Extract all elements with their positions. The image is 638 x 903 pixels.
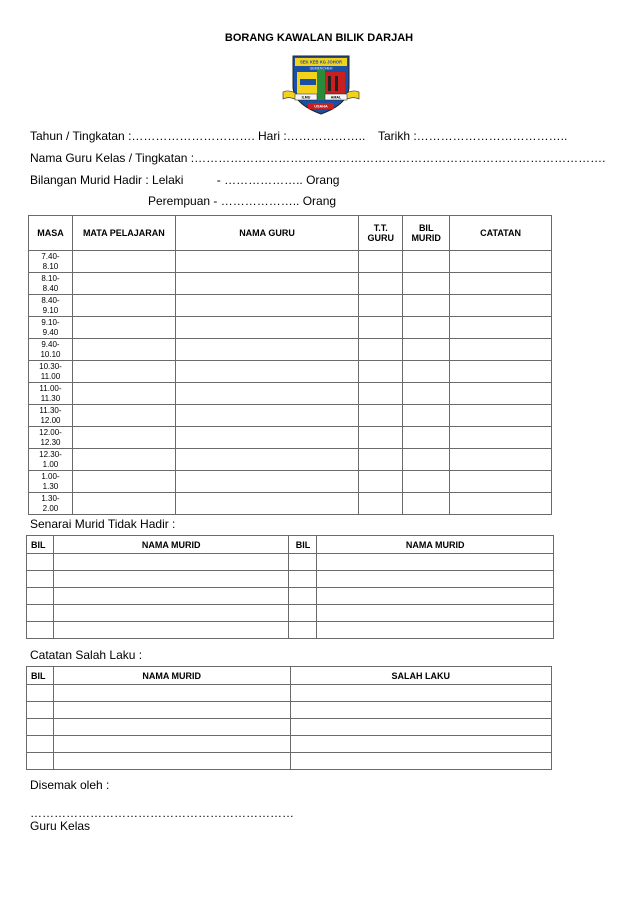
schedule-empty-cell[interactable] — [359, 317, 403, 339]
absent-label: Senarai Murid Tidak Hadir : — [30, 517, 176, 531]
header-masa: MASA — [29, 216, 73, 251]
schedule-empty-cell[interactable] — [359, 251, 403, 273]
schedule-empty-cell[interactable] — [359, 493, 403, 515]
field-hari: Hari :……………….. — [258, 129, 366, 143]
absent-cell[interactable] — [317, 554, 554, 571]
schedule-empty-cell[interactable] — [72, 273, 175, 295]
schedule-time-text: 11.30- — [39, 405, 62, 415]
misconduct-cell[interactable] — [53, 753, 290, 770]
field-murid-lelaki: Bilangan Murid Hadir : Lelaki - ……………….. Orang — [30, 173, 340, 187]
schedule-row — [29, 405, 552, 427]
header-bil-murid: BIL MURID — [403, 216, 450, 251]
schedule-time-text: 2.00 — [42, 503, 59, 513]
absent-cell[interactable] — [27, 605, 54, 622]
schedule-time-cell — [29, 317, 73, 339]
absent-row — [27, 588, 554, 605]
absent-cell[interactable] — [53, 554, 289, 571]
absent-cell[interactable] — [289, 622, 317, 639]
misconduct-cell[interactable] — [53, 702, 290, 719]
schedule-empty-cell[interactable] — [72, 295, 175, 317]
schedule-row — [29, 273, 552, 295]
schedule-empty-cell[interactable] — [72, 405, 175, 427]
field-tahun-tingkatan: Tahun / Tingkatan :…………………………. — [30, 129, 255, 143]
schedule-empty-cell[interactable] — [359, 405, 403, 427]
schedule-empty-cell[interactable] — [359, 273, 403, 295]
misconduct-row — [27, 719, 552, 736]
misconduct-cell[interactable] — [290, 719, 552, 736]
schedule-empty-cell[interactable] — [175, 361, 359, 383]
misconduct-row — [27, 736, 552, 753]
header-tt-guru: T.T. GURU — [359, 216, 403, 251]
schedule-time-text: 12.00- — [39, 427, 62, 437]
misconduct-cell[interactable] — [27, 702, 54, 719]
schedule-time-text: 12.00 — [40, 415, 61, 425]
absent-cell[interactable] — [317, 605, 554, 622]
schedule-empty-cell[interactable] — [72, 471, 175, 493]
header-misconduct-bil: BIL — [27, 667, 54, 685]
absent-row — [27, 571, 554, 588]
absent-cell[interactable] — [27, 622, 54, 639]
absent-cell[interactable] — [289, 588, 317, 605]
misconduct-cell[interactable] — [290, 736, 552, 753]
schedule-time-cell — [29, 295, 73, 317]
schedule-row — [29, 361, 552, 383]
schedule-empty-cell[interactable] — [175, 317, 359, 339]
schedule-row — [29, 471, 552, 493]
schedule-empty-cell[interactable] — [403, 361, 450, 383]
schedule-time-text: 12.30- — [39, 449, 62, 459]
misconduct-label: Catatan Salah Laku : — [30, 648, 143, 662]
schedule-empty-cell[interactable] — [403, 493, 450, 515]
schedule-empty-cell[interactable] — [72, 427, 175, 449]
schedule-time-text: 11.00 — [40, 371, 61, 381]
schedule-empty-cell[interactable] — [450, 427, 552, 449]
schedule-empty-cell[interactable] — [450, 295, 552, 317]
schedule-time-text: 11.00- — [39, 383, 62, 393]
schedule-empty-cell[interactable] — [403, 273, 450, 295]
absent-cell[interactable] — [53, 588, 289, 605]
schedule-empty-cell[interactable] — [450, 471, 552, 493]
schedule-row — [29, 383, 552, 405]
signature-line: ………………………………………………………… — [30, 806, 294, 820]
schedule-time-text: 9.40- — [41, 339, 60, 349]
header-mata-pelajaran: MATA PELAJARAN — [72, 216, 175, 251]
schedule-time-text: 1.00- — [41, 471, 60, 481]
schedule-table — [28, 215, 552, 515]
logo-sub-text: GEMENCHEH — [309, 66, 333, 71]
schedule-time-text: 8.40- — [41, 295, 60, 305]
schedule-empty-cell[interactable] — [175, 427, 359, 449]
schedule-empty-cell[interactable] — [175, 251, 359, 273]
schedule-time-cell — [29, 251, 73, 273]
schedule-time-cell — [29, 383, 73, 405]
header-misconduct-salah-laku: SALAH LAKU — [290, 667, 552, 685]
schedule-time-text: 9.10 — [42, 305, 59, 315]
schedule-time-cell — [29, 361, 73, 383]
schedule-row — [29, 493, 552, 515]
schedule-row — [29, 449, 552, 471]
schedule-empty-cell[interactable] — [403, 449, 450, 471]
header-nama-guru: NAMA GURU — [175, 216, 359, 251]
schedule-empty-cell[interactable] — [403, 383, 450, 405]
schedule-row — [29, 317, 552, 339]
schedule-empty-cell[interactable] — [72, 449, 175, 471]
schedule-empty-cell[interactable] — [359, 339, 403, 361]
field-nama-guru-kelas: Nama Guru Kelas / Tingkatan :…………………………………………………………………………………………. — [30, 151, 606, 165]
schedule-empty-cell[interactable] — [175, 471, 359, 493]
schedule-time-cell — [29, 405, 73, 427]
absent-cell[interactable] — [317, 588, 554, 605]
schedule-row — [29, 295, 552, 317]
field-murid-perempuan: Perempuan - ……………….. Orang — [148, 194, 337, 208]
schedule-row — [29, 339, 552, 361]
header-absent-bil-left: BIL — [27, 536, 54, 554]
checked-by-label: Disemak oleh : — [30, 778, 110, 792]
schedule-empty-cell[interactable] — [175, 383, 359, 405]
misconduct-cell[interactable] — [27, 753, 54, 770]
absent-cell[interactable] — [289, 605, 317, 622]
schedule-time-cell — [29, 427, 73, 449]
schedule-time-cell — [29, 339, 73, 361]
schedule-empty-cell[interactable] — [175, 295, 359, 317]
schedule-empty-cell[interactable] — [72, 383, 175, 405]
absent-row — [27, 554, 554, 571]
absent-cell[interactable] — [27, 571, 54, 588]
logo-motto: USAHA — [314, 104, 328, 109]
schedule-empty-cell[interactable] — [359, 471, 403, 493]
schedule-empty-cell[interactable] — [72, 339, 175, 361]
schedule-empty-cell[interactable] — [175, 493, 359, 515]
signature-role: Guru Kelas — [30, 819, 91, 833]
header-absent-nama-left: NAMA MURID — [53, 536, 289, 554]
misconduct-cell[interactable] — [290, 685, 552, 702]
misconduct-cell[interactable] — [27, 736, 54, 753]
header-catatan: CATATAN — [450, 216, 552, 251]
schedule-time-text: 10.30- — [39, 361, 62, 371]
schedule-empty-cell[interactable] — [359, 449, 403, 471]
schedule-empty-cell[interactable] — [175, 339, 359, 361]
misconduct-row — [27, 702, 552, 719]
misconduct-cell[interactable] — [27, 685, 54, 702]
header-absent-bil-right: BIL — [289, 536, 317, 554]
schedule-time-text: 12.30 — [40, 437, 61, 447]
absent-cell[interactable] — [27, 554, 54, 571]
schedule-empty-cell[interactable] — [403, 427, 450, 449]
schedule-empty-cell[interactable] — [450, 251, 552, 273]
schedule-empty-cell[interactable] — [450, 405, 552, 427]
schedule-empty-cell[interactable] — [359, 295, 403, 317]
misconduct-cell[interactable] — [53, 736, 290, 753]
schedule-empty-cell[interactable] — [450, 339, 552, 361]
schedule-empty-cell[interactable] — [450, 273, 552, 295]
schedule-time-text: 9.40 — [42, 327, 59, 337]
absent-table — [26, 535, 554, 639]
misconduct-table — [26, 666, 552, 770]
schedule-time-text: 8.10- — [41, 273, 60, 283]
absent-row — [27, 605, 554, 622]
schedule-time-cell — [29, 273, 73, 295]
schedule-time-text: 8.40 — [42, 283, 59, 293]
schedule-time-text: 1.30 — [42, 481, 59, 491]
schedule-time-text: 10.10 — [40, 349, 61, 359]
schedule-empty-cell[interactable] — [175, 273, 359, 295]
logo-right-ribbon: AMAL — [330, 95, 342, 100]
absent-cell[interactable] — [53, 571, 289, 588]
schedule-time-cell — [29, 493, 73, 515]
absent-cell[interactable] — [317, 571, 554, 588]
absent-cell[interactable] — [53, 605, 289, 622]
schedule-empty-cell[interactable] — [403, 339, 450, 361]
misconduct-cell[interactable] — [27, 719, 54, 736]
schedule-time-text: 1.00 — [42, 459, 59, 469]
misconduct-row — [27, 685, 552, 702]
absent-cell[interactable] — [27, 588, 54, 605]
schedule-empty-cell[interactable] — [72, 251, 175, 273]
misconduct-cell[interactable] — [290, 702, 552, 719]
logo-top-text: SEK KEB KG JOHOR — [299, 59, 343, 65]
schedule-empty-cell[interactable] — [450, 361, 552, 383]
schedule-empty-cell[interactable] — [175, 405, 359, 427]
schedule-empty-cell[interactable] — [72, 317, 175, 339]
misconduct-cell[interactable] — [53, 719, 290, 736]
schedule-empty-cell[interactable] — [450, 449, 552, 471]
schedule-time-text: 9.10- — [41, 317, 60, 327]
schedule-time-text: 11.30 — [40, 393, 61, 403]
misconduct-cell[interactable] — [53, 685, 290, 702]
schedule-empty-cell[interactable] — [359, 383, 403, 405]
absent-cell[interactable] — [289, 554, 317, 571]
absent-row — [27, 622, 554, 639]
schedule-row — [29, 251, 552, 273]
absent-cell[interactable] — [317, 622, 554, 639]
logo-left-ribbon: ILMU — [301, 95, 311, 100]
misconduct-cell[interactable] — [290, 753, 552, 770]
form-title: BORANG KAWALAN BILIK DARJAH — [224, 32, 414, 44]
absent-cell[interactable] — [289, 571, 317, 588]
schedule-time-text: 8.10 — [42, 261, 59, 271]
schedule-empty-cell[interactable] — [450, 383, 552, 405]
schedule-empty-cell[interactable] — [403, 251, 450, 273]
schedule-empty-cell[interactable] — [450, 493, 552, 515]
schedule-row — [29, 427, 552, 449]
schedule-empty-cell[interactable] — [403, 471, 450, 493]
header-absent-nama-right: NAMA MURID — [317, 536, 554, 554]
schedule-time-text: 7.40- — [41, 251, 60, 261]
schedule-empty-cell[interactable] — [359, 427, 403, 449]
schedule-empty-cell[interactable] — [175, 449, 359, 471]
misconduct-row — [27, 753, 552, 770]
schedule-time-text: 1.30- — [41, 493, 60, 503]
schedule-empty-cell[interactable] — [450, 317, 552, 339]
schedule-empty-cell[interactable] — [359, 361, 403, 383]
schedule-time-cell — [29, 471, 73, 493]
header-misconduct-nama: NAMA MURID — [53, 667, 290, 685]
field-tarikh: Tarikh :……………………………….. — [378, 129, 568, 143]
schedule-empty-cell[interactable] — [72, 493, 175, 515]
schedule-empty-cell[interactable] — [72, 361, 175, 383]
schedule-empty-cell[interactable] — [403, 295, 450, 317]
absent-cell[interactable] — [53, 622, 289, 639]
schedule-empty-cell[interactable] — [403, 405, 450, 427]
school-crest-logo — [281, 52, 361, 118]
schedule-empty-cell[interactable] — [403, 317, 450, 339]
schedule-time-cell — [29, 449, 73, 471]
